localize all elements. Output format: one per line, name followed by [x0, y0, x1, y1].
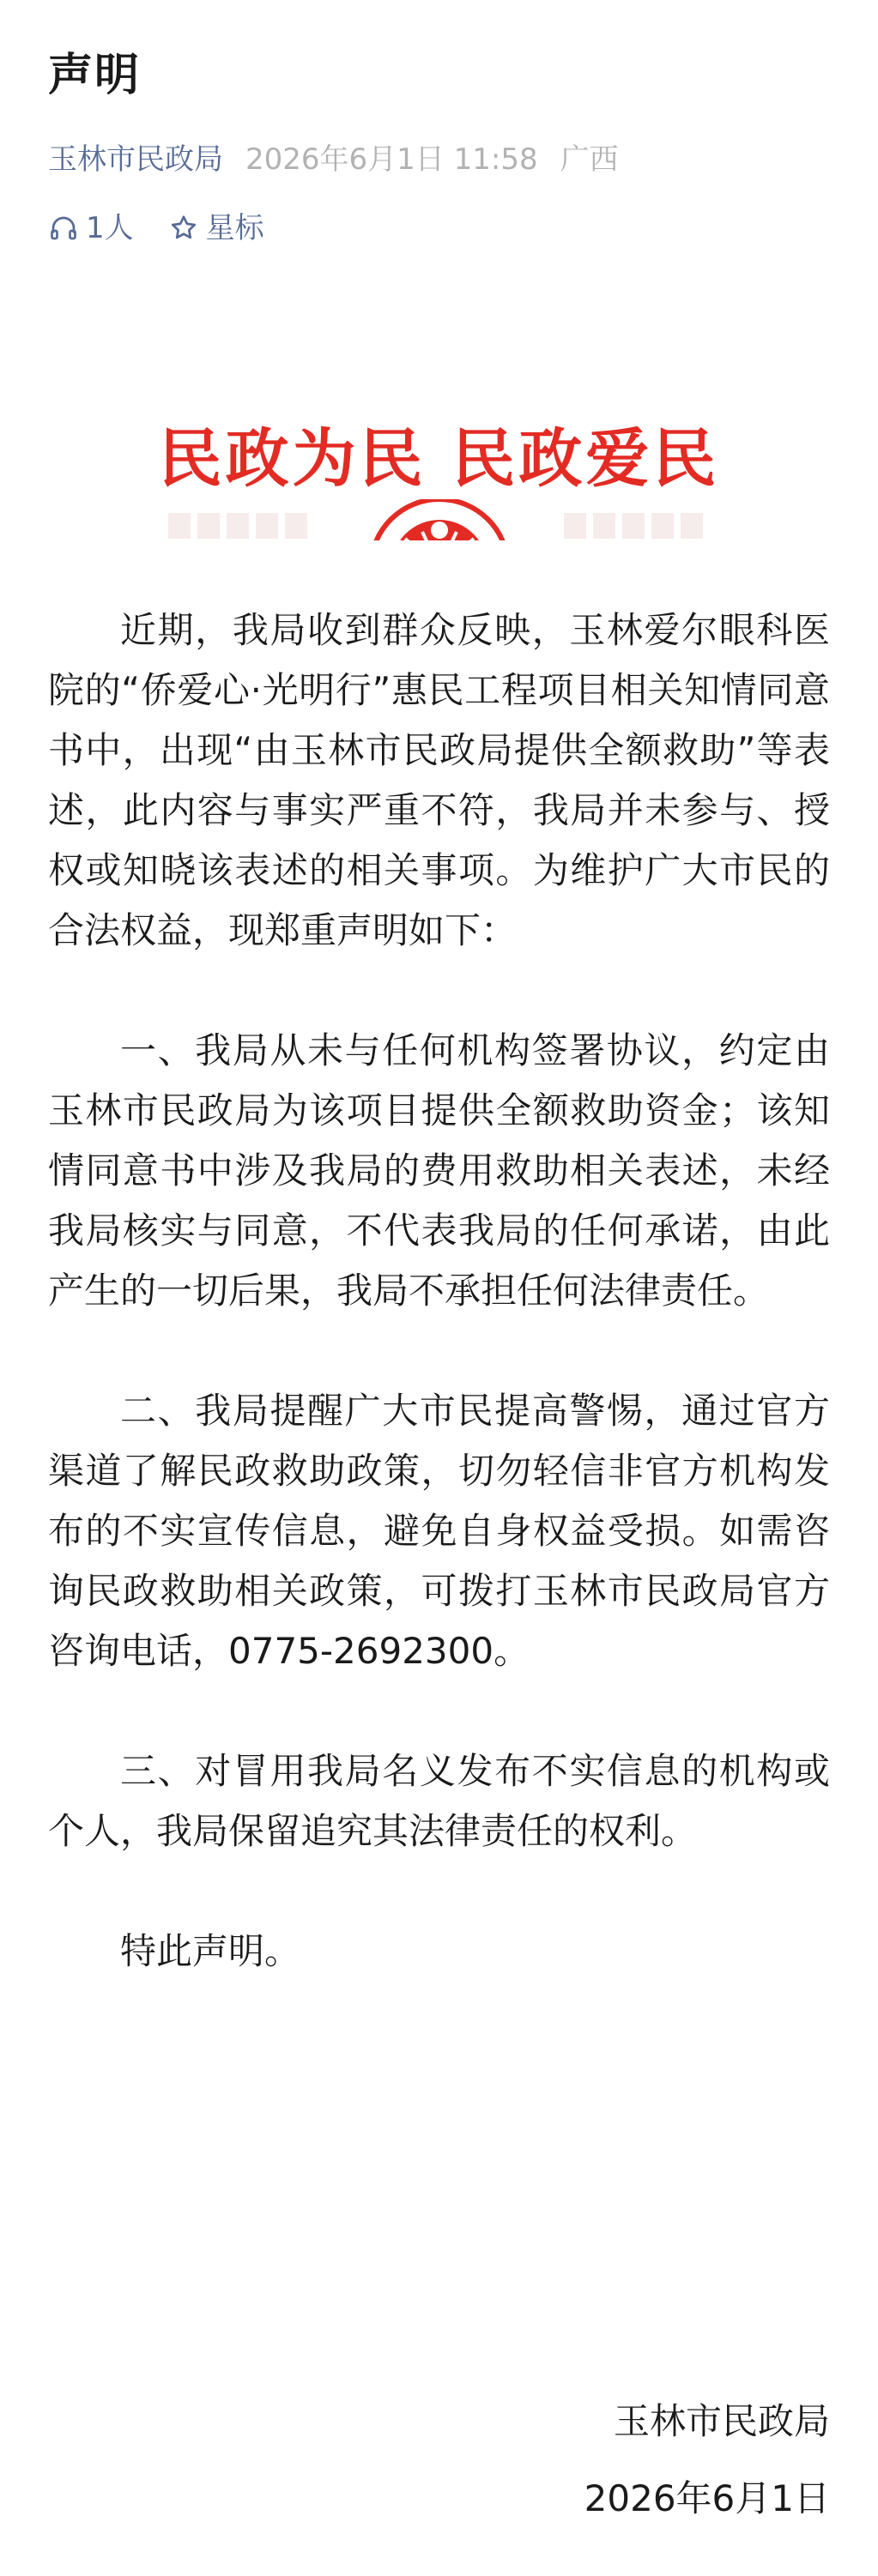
star-icon [168, 213, 199, 244]
account-name-link[interactable]: 玉林市民政局 [48, 142, 223, 177]
banner-faded-text [564, 513, 710, 539]
signature-org: 玉林市民政局 [613, 2400, 830, 2442]
listen-button[interactable] [48, 209, 134, 247]
body-paragraph: 三、对冒用我局名义发布不实信息的机构或个人，我局保留追究其法律责任的权利。 [48, 1750, 830, 1852]
banner-faded-text [168, 513, 314, 539]
body-paragraph: 近期，我局收到群众反映，玉林爱尔眼科医院的“侨爱心·光明行”惠民工程项目相关知情同意书中，出现“由玉林市民政局提供全额救助”等表述，此内容与事实严重不符，我局并未参与、授权或知晓该表述的相关事项。为维护广大市民的合法权益，现郑重声明如下： [48, 609, 830, 951]
signature-date: 2026年6月1日 [584, 2477, 830, 2519]
article-meta [48, 141, 619, 178]
banner-image [48, 403, 830, 540]
banner-slogan: 民政为民 民政爱民 [158, 422, 720, 496]
publish-location: 广西 [560, 142, 619, 177]
emblem-icon [354, 499, 525, 540]
headphones-icon [48, 213, 79, 244]
article-body [48, 600, 830, 1982]
body-paragraph: 特此声明。 [120, 1930, 301, 1972]
publish-datetime: 2026年6月1日 11:58 [245, 142, 538, 177]
body-paragraph: 一、我局从未与任何机构签署协议，约定由玉林市民政局为该项目提供全额救助资金；该知情同意书中涉及我局的费用救助相关表述，未经我局核实与同意，不代表我局的任何承诺，由此产生的一切后果，我局不承担任何法律责任。 [48, 1029, 830, 1312]
body-paragraph: 二、我局提醒广大市民提高警惕，通过官方渠道了解民政救助政策，切勿轻信非官方机构发布的不实宣传信息，避免自身权益受损。如需咨询民政救助相关政策，可拨打玉林市民政局官方咨询电话，0775-2692300。 [48, 1390, 830, 1672]
star-label: 星标 [205, 211, 264, 245]
article-actions [48, 209, 264, 247]
article-title: 声明 [48, 50, 142, 101]
listen-count: 1人 [86, 211, 134, 245]
star-button[interactable] [168, 209, 264, 247]
